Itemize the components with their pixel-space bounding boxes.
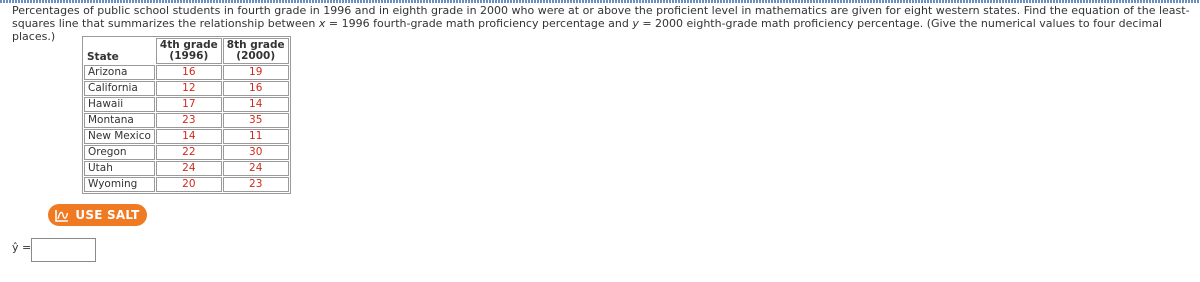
data-table	[82, 36, 291, 194]
state-cell: Oregon	[84, 145, 155, 160]
state-cell: Hawaii	[84, 97, 155, 112]
table-row	[84, 161, 289, 176]
table-row	[84, 129, 289, 144]
table-row	[84, 113, 289, 128]
header-grade4-line1: 4th grade	[159, 39, 218, 51]
header-grade8-line1: 8th grade	[226, 39, 285, 51]
grade8-cell: 23	[223, 177, 289, 192]
grade8-cell: 30	[223, 145, 289, 160]
top-border	[0, 0, 1200, 3]
question-part2: = 1996 fourth-grade math proficiency percentage and	[325, 17, 633, 30]
state-cell: Arizona	[84, 65, 155, 80]
table-row	[84, 177, 289, 192]
grade8-cell: 16	[223, 81, 289, 96]
answer-input[interactable]	[31, 238, 96, 262]
header-grade8	[223, 38, 289, 64]
use-salt-button[interactable]	[48, 204, 147, 226]
grade4-cell: 24	[156, 161, 222, 176]
question-part3: = 2000 eighth-grade math proficiency percentage. (Give the numerical values to four decimal places.)	[12, 17, 1163, 43]
table-row	[84, 97, 289, 112]
state-cell: Montana	[84, 113, 155, 128]
grade8-cell: 24	[223, 161, 289, 176]
grade8-cell: 19	[223, 65, 289, 80]
table-row	[84, 81, 289, 96]
table-header-row	[84, 38, 289, 64]
answer-label: ŷ =	[12, 241, 32, 254]
header-grade4-line2: (1996)	[169, 50, 209, 62]
x-variable: x	[318, 17, 326, 30]
grade8-cell: 14	[223, 97, 289, 112]
grade4-cell: 14	[156, 129, 222, 144]
grade8-cell: 11	[223, 129, 289, 144]
use-salt-label: USE SALT	[75, 208, 140, 222]
grade4-cell: 22	[156, 145, 222, 160]
salt-chart-icon	[55, 209, 69, 222]
state-cell: Utah	[84, 161, 155, 176]
grade4-cell: 20	[156, 177, 222, 192]
table-row	[84, 145, 289, 160]
grade4-cell: 12	[156, 81, 222, 96]
grade8-cell: 35	[223, 113, 289, 128]
header-grade4	[156, 38, 222, 64]
state-cell: California	[84, 81, 155, 96]
grade4-cell: 23	[156, 113, 222, 128]
state-cell: Wyoming	[84, 177, 155, 192]
header-state: State	[87, 51, 119, 63]
state-cell: New Mexico	[84, 129, 155, 144]
table-row	[84, 65, 289, 80]
header-grade8-line2: (2000)	[236, 50, 276, 62]
grade4-cell: 17	[156, 97, 222, 112]
question-part1: Percentages of public school students in fourth grade in 1996 and in eighth grade in 2000 who were at or above the proficient level in mathematics are given for eight western states. Find the equation of the least-squares line that summarizes the relationship between	[12, 4, 1190, 30]
grade4-cell: 16	[156, 65, 222, 80]
y-variable: y	[632, 17, 639, 30]
